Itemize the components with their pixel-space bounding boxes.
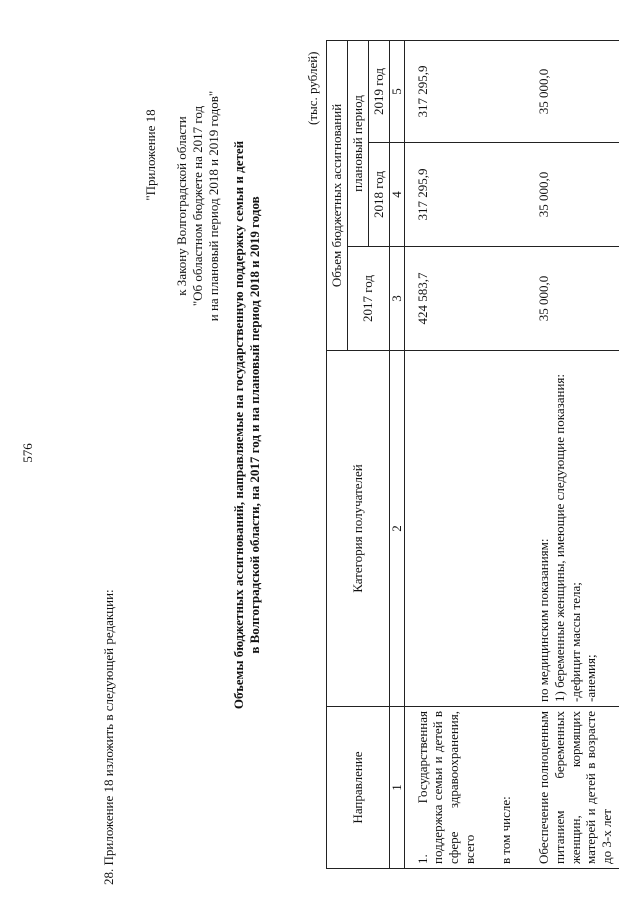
header-direction: Направление — [327, 707, 390, 869]
value-2019-cell: 35 000,0 — [518, 40, 619, 142]
document-heading-line: Объемы бюджетных ассигнований, направляемые на государственную поддержку семьи и детей — [231, 140, 246, 710]
header-allocations: Объем бюджетных ассигнований — [327, 40, 348, 350]
value-2017-cell — [482, 247, 518, 351]
table-row — [482, 40, 518, 868]
document-heading-line: в Волгоградской области, на 2017 год и на плановый период 2018 и 2019 годов — [246, 196, 262, 654]
header-category: Категория получателей — [327, 351, 390, 707]
law-reference-line: и на плановый период 2018 и 2019 годов" — [205, 90, 221, 322]
header-year-2017: 2017 год — [347, 247, 389, 351]
category-line: -дефицит массы тела; — [567, 582, 583, 702]
value-2019-cell: 317 295,9 — [404, 40, 482, 142]
value-2019-cell — [482, 40, 518, 142]
column-number: 1 — [389, 707, 404, 869]
header-planned-period: плановый период — [347, 40, 368, 246]
column-number: 3 — [389, 247, 404, 351]
allocations-table — [326, 40, 619, 869]
table-row — [518, 40, 619, 868]
direction-cell: Обеспечение полноценным питанием беременных женщин, кормящих матерей и детей в возрасте до 3-х лет — [518, 707, 619, 869]
value-2018-cell: 317 295,9 — [404, 143, 482, 247]
header-year-2018: 2018 год — [368, 143, 389, 247]
column-number: 4 — [389, 143, 404, 247]
header-year-2019: 2019 год — [368, 40, 389, 142]
category-cell — [404, 351, 482, 707]
law-reference — [174, 56, 222, 356]
document-heading — [231, 85, 263, 765]
law-reference-line: к Закону Волгоградской области — [174, 116, 189, 296]
direction-cell: 1. Государственная поддержка семьи и детей в сфере здравоохранения, всего — [404, 707, 482, 869]
law-reference-line: "Об областном бюджете на 2017 год — [189, 105, 205, 307]
direction-cell: в том числе: — [482, 707, 518, 869]
table-row — [404, 40, 482, 868]
category-cell — [482, 351, 518, 707]
value-2017-cell: 35 000,0 — [518, 247, 619, 351]
value-2017-cell: 424 583,7 — [404, 247, 482, 351]
column-number: 5 — [389, 40, 404, 142]
column-number: 2 — [389, 351, 404, 707]
page-number: 576 — [20, 443, 35, 463]
amendment-instruction: 28. Приложение 18 изложить в следующей редакции: — [101, 589, 116, 885]
category-line: 1) беременные женщины, имеющие следующие показания: — [551, 373, 567, 702]
value-2018-cell: 35 000,0 — [518, 143, 619, 247]
category-line: по медицинским показаниям: — [535, 538, 551, 702]
unit-note: (тыс. рублей) — [305, 51, 320, 125]
category-cell — [518, 351, 619, 707]
appendix-title: "Приложение 18 — [143, 109, 158, 201]
value-2018-cell — [482, 143, 518, 247]
category-line: -анемия; — [583, 654, 599, 702]
